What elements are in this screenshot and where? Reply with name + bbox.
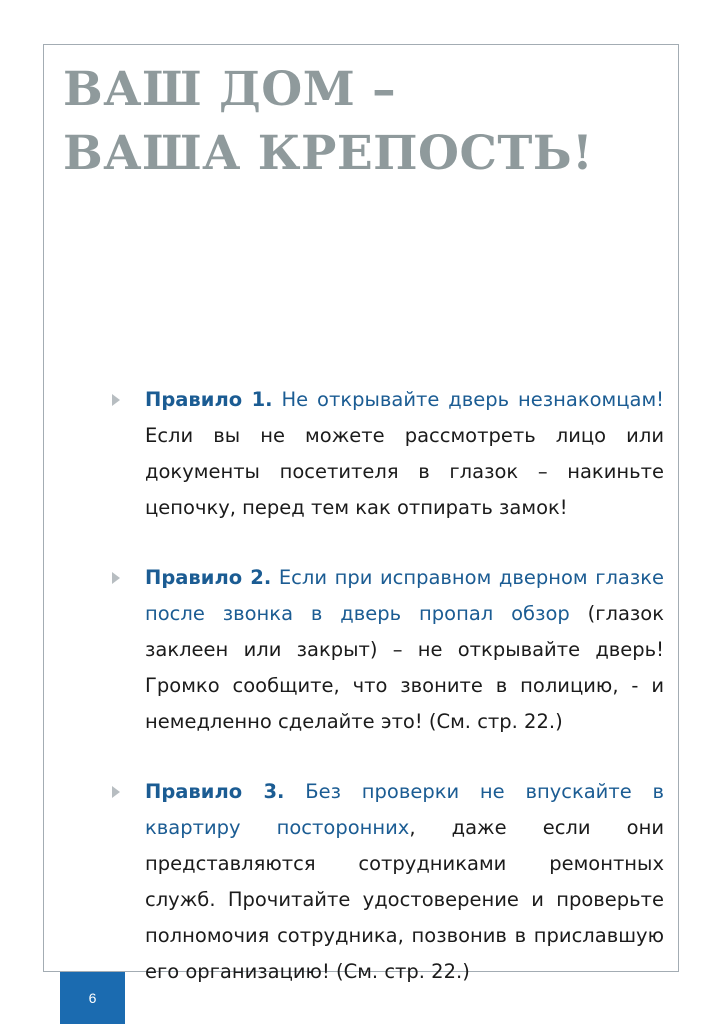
rule-text bbox=[145, 382, 664, 526]
rule-item-2 bbox=[108, 560, 664, 740]
rules-list bbox=[108, 382, 664, 1024]
title-line-1: ВАШ ДОМ – bbox=[63, 62, 397, 117]
title-line-2: ВАША КРЕПОСТЬ! bbox=[63, 126, 594, 181]
rule-highlight: Без проверки не впускайте в квартиру посторонних bbox=[145, 780, 664, 839]
rule-label: Правило 1. bbox=[145, 388, 273, 411]
rule-label: Правило 3. bbox=[145, 780, 285, 803]
bullet-arrow-icon bbox=[112, 786, 120, 798]
rule-body: (глазок заклеен или закрыт) – не открывайте дверь! Громко сообщите, что звоните в полицию, - и немедленно сделайте это! (См. стр. 22.) bbox=[145, 602, 664, 733]
page-number-badge: 6 bbox=[60, 972, 125, 1024]
bullet-arrow-icon bbox=[112, 572, 120, 584]
rule-item-3 bbox=[108, 774, 664, 990]
rule-body: Если вы не можете рассмотреть лицо или документы посетителя в глазок – накиньте цепочку, перед тем как отпирать замок! bbox=[145, 424, 664, 519]
rule-label: Правило 2. bbox=[145, 566, 272, 589]
rule-item-1 bbox=[108, 382, 664, 526]
bullet-arrow-icon bbox=[112, 394, 120, 406]
rule-body: , даже если они представляются сотрудниками ремонтных служб. Прочитайте удостоверение и проверьте полномочия сотрудника, позвонив в приславшую его организацию! (См. стр. 22.) bbox=[145, 816, 664, 983]
rule-highlight: Если при исправном дверном глазке после звонка в дверь пропал обзор bbox=[145, 566, 664, 625]
rule-text bbox=[145, 560, 664, 740]
rule-text bbox=[145, 774, 664, 990]
page-title bbox=[63, 58, 593, 186]
rule-highlight: Не открывайте дверь незнакомцам! bbox=[272, 388, 664, 411]
